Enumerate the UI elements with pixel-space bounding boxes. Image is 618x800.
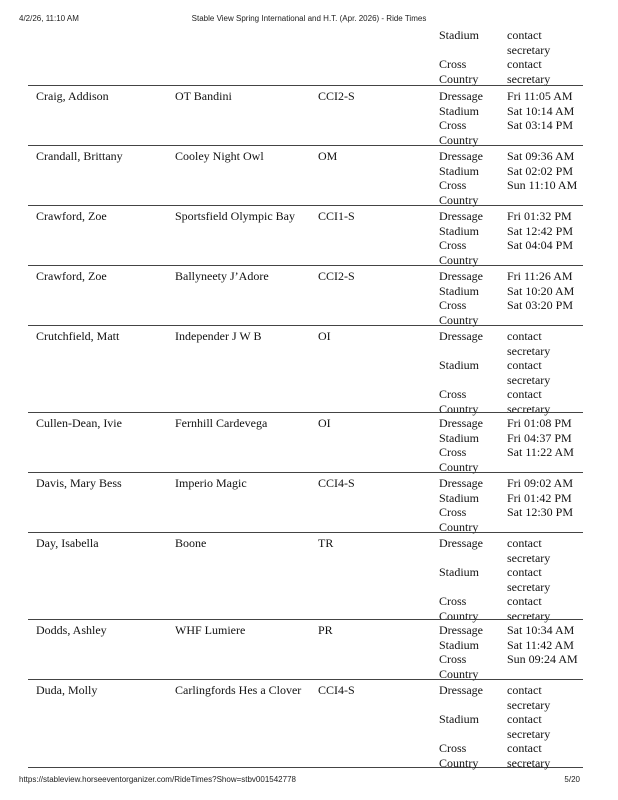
phase-row — [439, 118, 583, 147]
division: TR — [318, 536, 334, 550]
phase-time: Fri 09:02 AM — [507, 476, 574, 490]
phase-name: Dressage — [439, 683, 483, 697]
horse-name: Carlingfords Hes a Clover — [175, 683, 302, 697]
phase-name: Cross Country — [439, 178, 479, 207]
table-row — [28, 85, 583, 145]
table-row — [28, 679, 583, 770]
phase-row — [439, 209, 583, 224]
phase-row — [439, 57, 583, 86]
phase-list — [439, 416, 583, 474]
document-title: Stable View Spring International and H.T. (Apr. 2026) - Ride Times — [191, 14, 427, 23]
phase-name: Stadium — [439, 565, 480, 580]
horse-name: Cooley Night Owl — [175, 149, 264, 163]
table-row — [28, 325, 583, 416]
horse-name: WHF Lumiere — [175, 623, 246, 637]
phase-name: Stadium — [439, 358, 480, 373]
phase-time: Sat 12:42 PM — [507, 223, 574, 238]
phase-name: Dressage — [439, 269, 483, 283]
phase-name: Dressage — [439, 329, 483, 343]
division: OI — [318, 416, 331, 430]
phase-row — [439, 284, 583, 299]
rider-name: Davis, Mary Bess — [36, 476, 122, 490]
phase-time: Fri 01:32 PM — [507, 209, 572, 223]
page-number: 5/20 — [564, 775, 580, 784]
phase-name: Stadium — [439, 283, 480, 298]
phase-time: Sat 09:36 AM — [507, 149, 575, 163]
phase-row — [439, 652, 583, 681]
phase-time: Sat 10:34 AM — [507, 623, 575, 637]
continued-row — [28, 27, 583, 85]
phase-name: Cross Country — [439, 741, 479, 770]
phase-row — [439, 178, 583, 207]
phase-time: Sun 11:10 AM — [507, 178, 578, 193]
phase-time: contact secretary — [507, 594, 551, 623]
print-datetime: 4/2/26, 11:10 AM — [19, 14, 79, 23]
phase-name: Stadium — [439, 430, 480, 445]
phase-row — [439, 445, 583, 474]
phase-time: Fri 11:05 AM — [507, 89, 573, 103]
phase-row — [439, 638, 583, 653]
phase-list — [439, 329, 583, 417]
phase-time: contact secretary — [507, 683, 551, 712]
phase-time: contact secretary — [507, 57, 551, 86]
ride-times-table — [28, 27, 583, 768]
table-row — [28, 265, 583, 325]
rider-name: Crandall, Brittany — [36, 149, 123, 163]
phase-list — [439, 536, 583, 624]
phase-time: contact secretary — [507, 28, 551, 57]
phase-row — [439, 358, 583, 387]
phase-row — [439, 623, 583, 638]
phase-time: contact secretary — [507, 329, 551, 358]
phase-name: Stadium — [439, 103, 480, 118]
horse-name: Boone — [175, 536, 207, 550]
phase-time: Sat 03:14 PM — [507, 118, 574, 133]
phase-name: Cross Country — [439, 652, 479, 681]
table-row — [28, 532, 583, 623]
phase-time: contact secretary — [507, 387, 551, 416]
division: CCI4-S — [318, 476, 355, 490]
phase-row — [439, 476, 583, 491]
horse-name: Imperio Magic — [175, 476, 247, 490]
phase-list — [439, 683, 583, 771]
phase-name: Dressage — [439, 536, 483, 550]
phase-list — [439, 476, 583, 534]
phase-row — [439, 741, 583, 770]
phase-time: Sat 03:20 PM — [507, 298, 574, 313]
phase-row — [439, 431, 583, 446]
division: CCI2-S — [318, 269, 355, 283]
phase-row — [439, 565, 583, 594]
phase-name: Dressage — [439, 149, 483, 163]
phase-list — [439, 149, 583, 207]
phase-row — [439, 164, 583, 179]
phase-time: Sat 10:14 AM — [507, 103, 575, 118]
phase-name: Dressage — [439, 209, 483, 223]
phase-time: contact secretary — [507, 741, 551, 770]
phase-time: contact secretary — [507, 565, 551, 594]
division: PR — [318, 623, 333, 637]
phase-time: Sat 10:20 AM — [507, 283, 575, 298]
phase-time: Fri 11:26 AM — [507, 269, 573, 283]
phase-name: Cross Country — [439, 57, 479, 86]
phase-name: Stadium — [439, 163, 480, 178]
phase-name: Cross Country — [439, 238, 479, 267]
division: OI — [318, 329, 331, 343]
table-row — [28, 205, 583, 265]
phase-name: Cross Country — [439, 118, 479, 147]
phase-row — [439, 416, 583, 431]
phase-time: Sat 02:02 PM — [507, 163, 574, 178]
phase-row — [439, 238, 583, 267]
phase-name: Cross Country — [439, 594, 479, 623]
rider-name: Dodds, Ashley — [36, 623, 107, 637]
phase-name: Stadium — [439, 28, 480, 42]
division: CCI4-S — [318, 683, 355, 697]
horse-name: Sportsfield Olympic Bay — [175, 209, 295, 223]
phase-row — [439, 491, 583, 506]
phase-row — [439, 329, 583, 358]
phase-name: Dressage — [439, 416, 483, 430]
division: CCI1-S — [318, 209, 355, 223]
division: OM — [318, 149, 338, 163]
page-url: https://stableview.horseeventorganizer.com/RideTimes?Show=stbv001542778 — [19, 775, 296, 784]
phase-name: Cross Country — [439, 505, 479, 534]
table-row — [28, 619, 583, 679]
phase-time: Sat 12:30 PM — [507, 505, 574, 520]
phase-row — [439, 104, 583, 119]
phase-row — [439, 28, 583, 57]
phase-row — [439, 224, 583, 239]
phase-row — [439, 536, 583, 565]
phase-time: Fri 01:42 PM — [507, 490, 572, 505]
phase-row — [439, 712, 583, 741]
phase-row — [439, 149, 583, 164]
phase-name: Stadium — [439, 712, 480, 727]
phase-row — [439, 89, 583, 104]
rider-name: Crawford, Zoe — [36, 209, 107, 223]
rider-name: Crutchfield, Matt — [36, 329, 120, 343]
phase-name: Stadium — [439, 223, 480, 238]
phase-row — [439, 505, 583, 534]
phase-row — [439, 683, 583, 712]
phase-list — [439, 28, 583, 86]
phase-time: Fri 01:08 PM — [507, 416, 572, 430]
table-row — [28, 145, 583, 205]
division: CCI2-S — [318, 89, 355, 103]
rider-name: Duda, Molly — [36, 683, 98, 697]
phase-time: contact secretary — [507, 536, 551, 565]
phase-list — [439, 269, 583, 327]
phase-name: Stadium — [439, 490, 480, 505]
phase-name: Dressage — [439, 476, 483, 490]
rider-name: Day, Isabella — [36, 536, 99, 550]
phase-time: Sun 09:24 AM — [507, 652, 578, 667]
phase-time: Fri 04:37 PM — [507, 430, 572, 445]
phase-name: Cross Country — [439, 445, 479, 474]
table-row — [28, 472, 583, 532]
phase-row — [439, 269, 583, 284]
phase-time: contact secretary — [507, 358, 551, 387]
phase-time: Sat 04:04 PM — [507, 238, 574, 253]
horse-name: OT Bandini — [175, 89, 232, 103]
phase-time: Sat 11:22 AM — [507, 445, 574, 460]
phase-list — [439, 89, 583, 147]
rider-name: Craig, Addison — [36, 89, 109, 103]
phase-list — [439, 623, 583, 681]
phase-time: Sat 11:42 AM — [507, 637, 574, 652]
phase-list — [439, 209, 583, 267]
rider-name: Crawford, Zoe — [36, 269, 107, 283]
phase-row — [439, 298, 583, 327]
rider-name: Cullen-Dean, Ivie — [36, 416, 122, 430]
horse-name: Fernhill Cardevega — [175, 416, 268, 430]
phase-time: contact secretary — [507, 712, 551, 741]
horse-name: Independer J W B — [175, 329, 262, 343]
phase-name: Dressage — [439, 89, 483, 103]
phase-name: Cross Country — [439, 387, 479, 416]
phase-name: Dressage — [439, 623, 483, 637]
horse-name: Ballyneety J’Adore — [175, 269, 269, 283]
phase-name: Stadium — [439, 637, 480, 652]
table-row — [28, 412, 583, 472]
phase-name: Cross Country — [439, 298, 479, 327]
